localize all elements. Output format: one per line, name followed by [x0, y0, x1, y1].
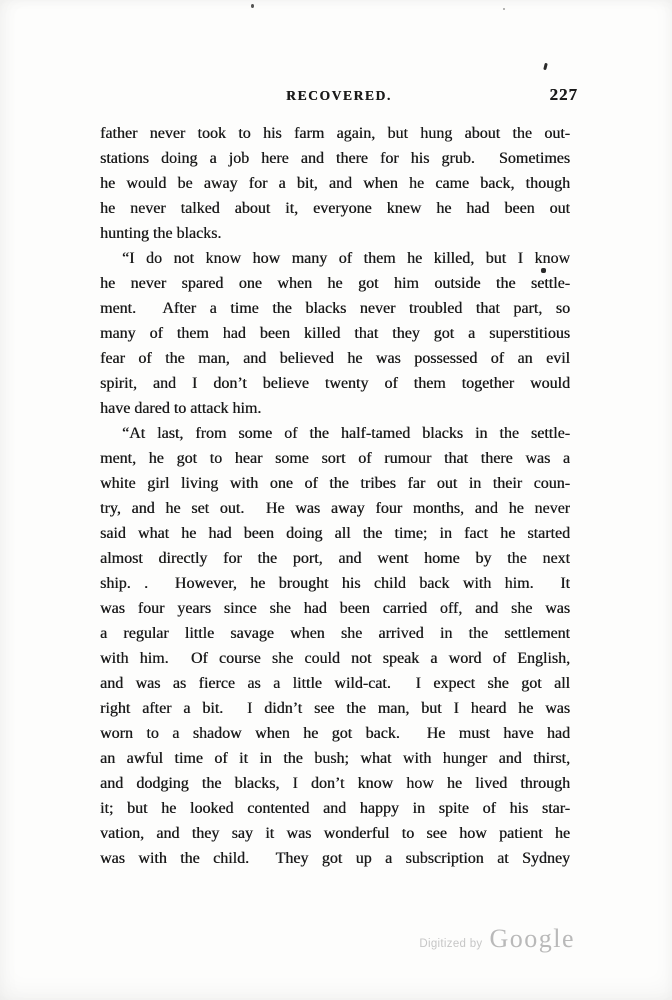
text-line: said what he had been doing all the time; in fact he started	[100, 525, 570, 542]
google-logo: Google	[489, 924, 575, 953]
text-line: a regular little savage when she arrived in the settlement	[100, 625, 570, 642]
page-header	[100, 85, 578, 108]
text-line: was with the child. They got up a subscription at Sydney	[100, 850, 570, 867]
text-line: try, and he set out. He was away four months, and he never	[100, 500, 570, 517]
digitized-by-label: Digitized by	[419, 938, 483, 950]
text-line: ship. . However, he brought his child back with him. It	[100, 575, 570, 592]
ink-speck	[251, 4, 254, 8]
text-line: he would be away for a bit, and when he came back, though	[100, 175, 570, 192]
text-line: have dared to attack him.	[100, 400, 262, 417]
text-line: father never took to his farm again, but hung about the out-	[100, 125, 570, 142]
text-line: fear of the man, and believed he was possessed of an evil	[100, 350, 570, 367]
text-line: an awful time of it in the bush; what with hunger and thirst,	[100, 750, 570, 767]
text-line: with him. Of course she could not speak a word of English,	[100, 650, 570, 667]
text-line: and dodging the blacks, I don’t know how he lived through	[100, 775, 570, 792]
text-line: many of them had been killed that they got a superstitious	[100, 325, 570, 342]
body-text	[100, 121, 570, 871]
text-line: white girl living with one of the tribes far out in their coun-	[100, 475, 570, 492]
ink-speck	[541, 268, 546, 273]
text-line: ment, he got to hear some sort of rumour that there was a	[100, 450, 570, 467]
text-line: he never talked about it, everyone knew he had been out	[100, 200, 570, 217]
running-title: RECOVERED.	[286, 88, 392, 103]
text-line: and was as fierce as a little wild-cat. I expect she got all	[100, 675, 570, 692]
text-line: vation, and they say it was wonderful to see how patient he	[100, 825, 570, 842]
ink-speck	[503, 8, 505, 10]
text-line: right after a bit. I didn’t see the man, but I heard he was	[100, 700, 570, 717]
text-line: ment. After a time the blacks never troubled that part, so	[100, 300, 570, 317]
text-line: hunting the blacks.	[100, 225, 222, 242]
text-line: he never spared one when he got him outside the settle-	[100, 275, 570, 292]
text-line: spirit, and I don’t believe twenty of them together would	[100, 375, 570, 392]
paragraph	[100, 121, 570, 246]
text-line: was four years since she had been carried off, and she was	[100, 600, 570, 617]
text-line: worn to a shadow when he got back. He must have had	[100, 725, 570, 742]
watermark	[419, 924, 575, 954]
paragraph	[100, 246, 570, 421]
text-line: almost directly for the port, and went home by the next	[100, 550, 570, 567]
text-line: “At last, from some of the half-tamed blacks in the settle-	[122, 425, 570, 442]
text-line: it; but he looked contented and happy in spite of his star-	[100, 800, 570, 817]
text-line: “I do not know how many of them he killed, but I know	[122, 250, 570, 267]
text-line: stations doing a job here and there for his grub. Sometimes	[100, 150, 570, 167]
page-number: 227	[549, 85, 578, 104]
ink-speck	[543, 63, 548, 71]
paragraph	[100, 421, 570, 871]
